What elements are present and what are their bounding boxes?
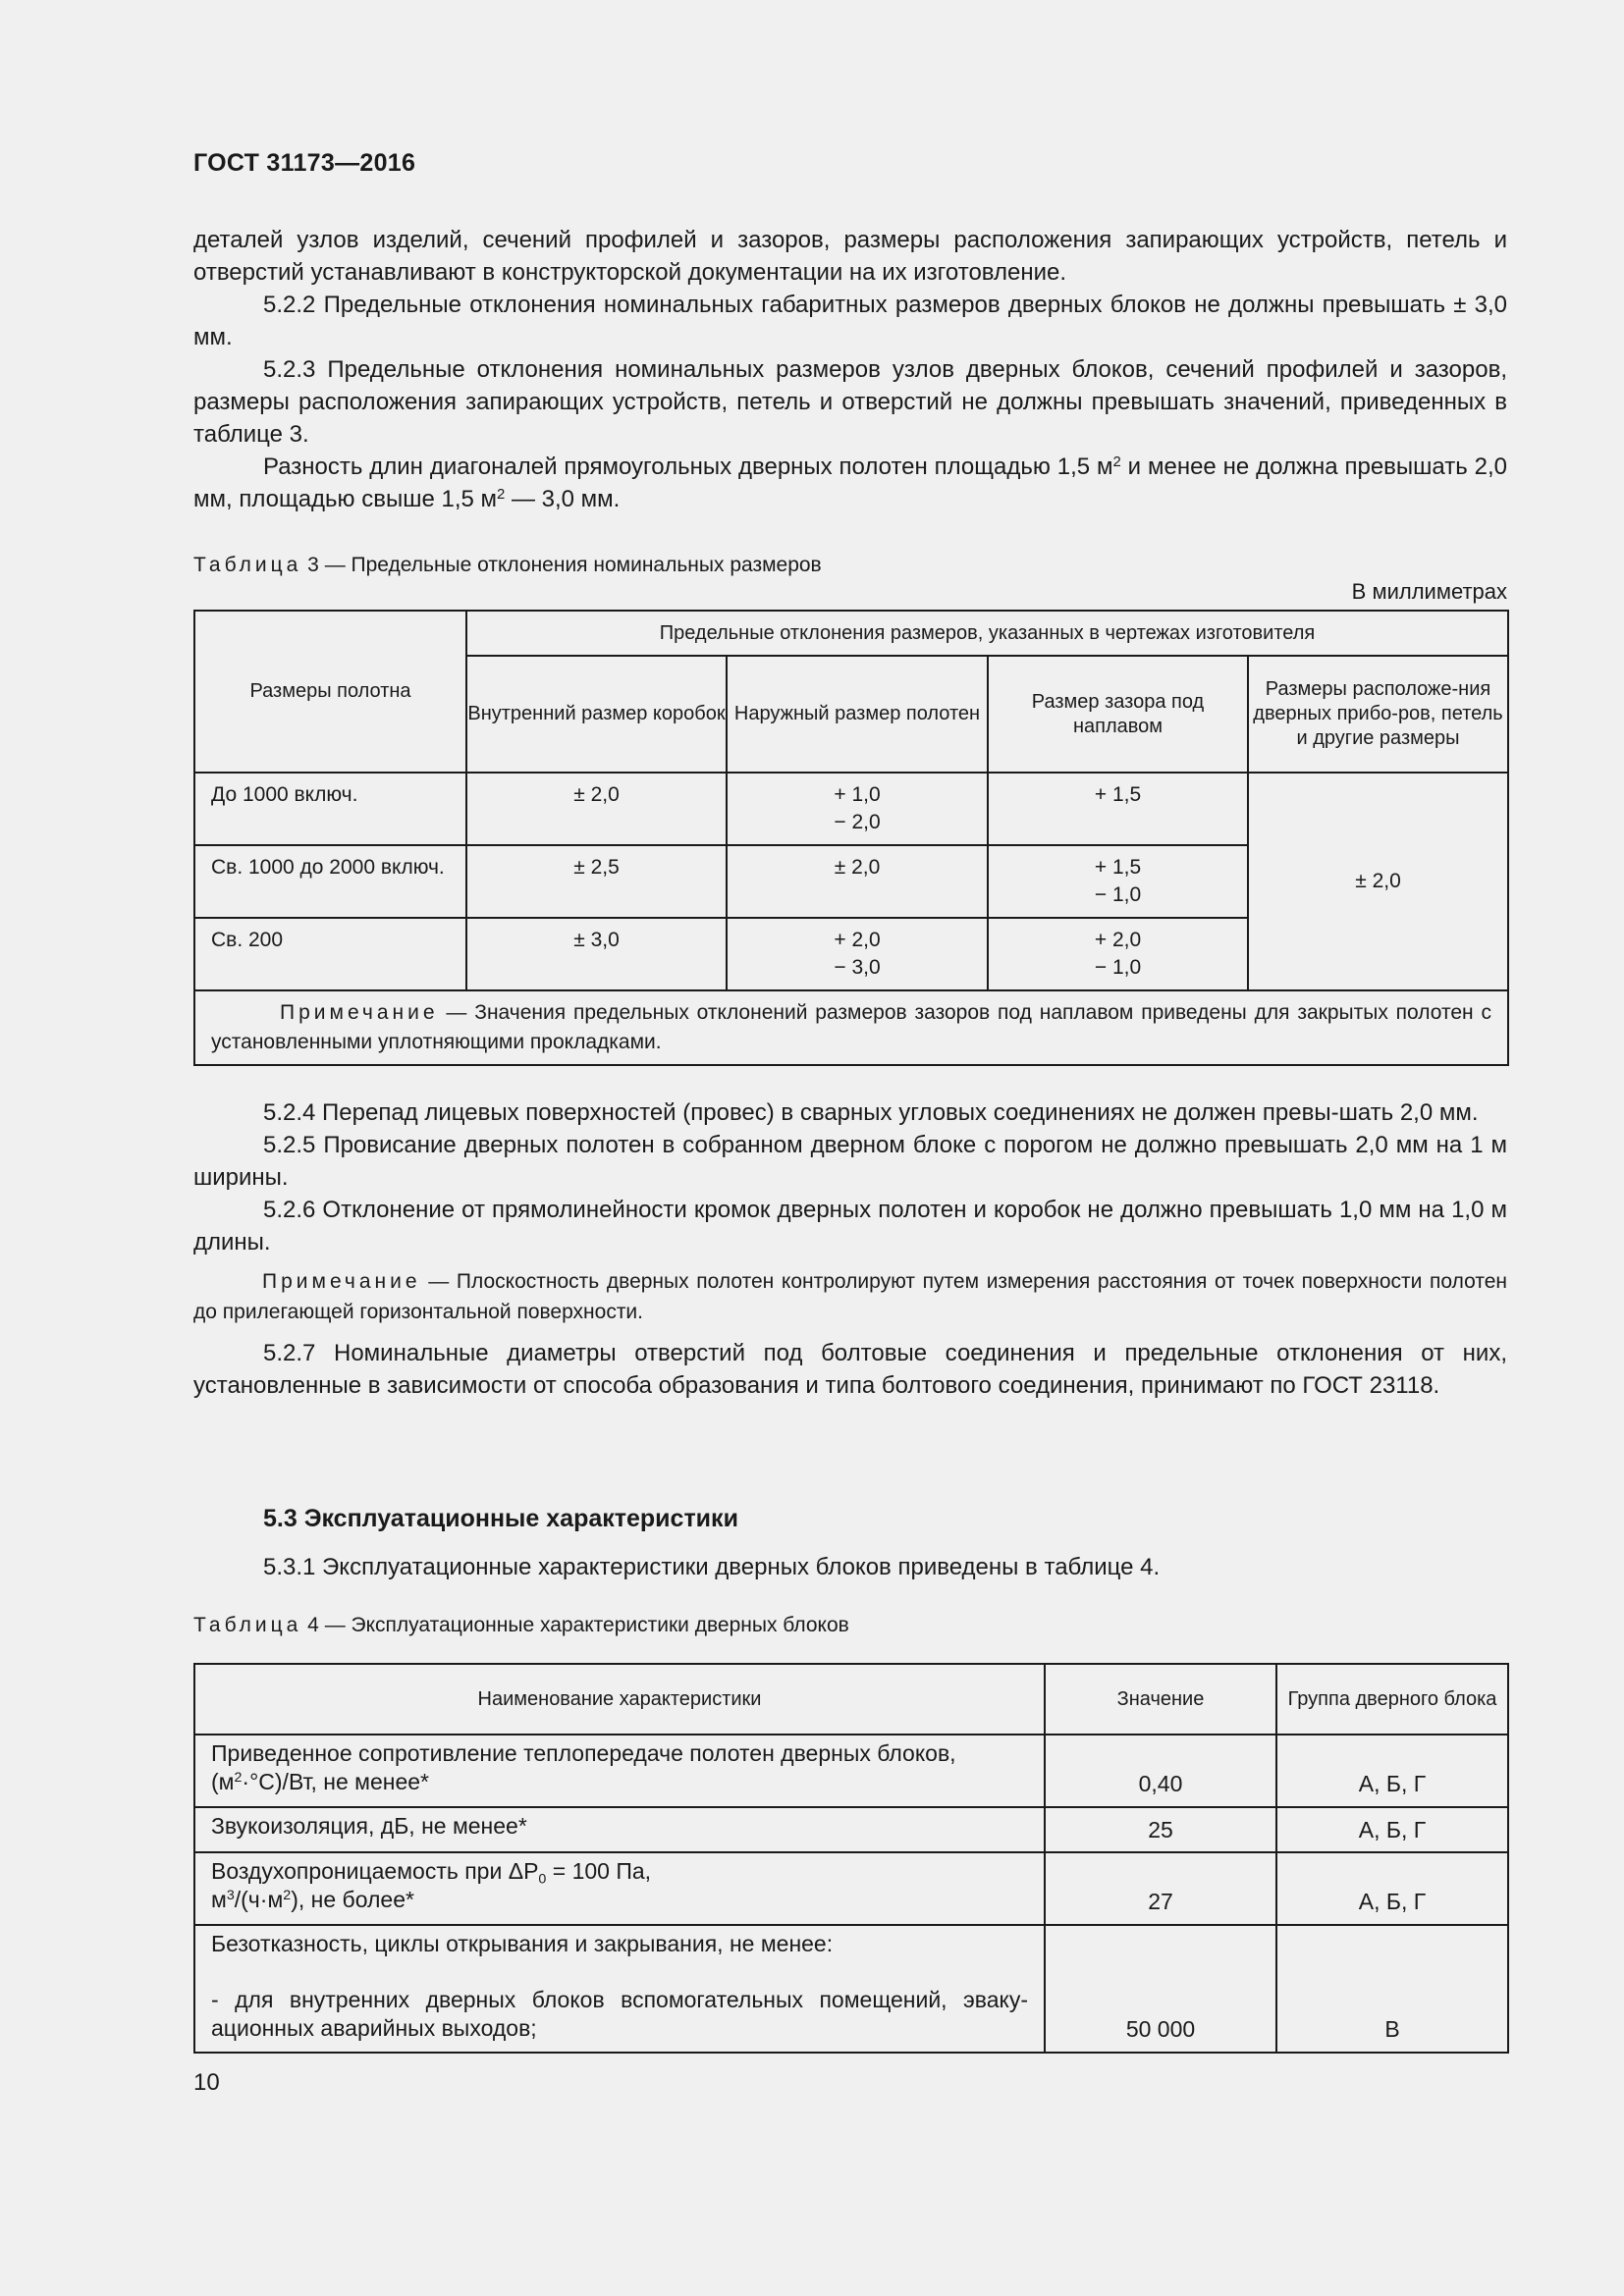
paragraph-5-2-2: 5.2.2 Предельные отклонения номинальных габаритных размеров дверных блоков не должны превышать ± 3,0 мм. — [193, 292, 1507, 350]
table3-col-inner-header: Внутренний размер коробок — [466, 656, 727, 773]
paragraph-5-2-7: 5.2.7 Номинальные диаметры отверстий под болтовые соединения и предельные отклонения от них, установленные в зависимости от способа образования и типа болтового соединения, принимают по ГОСТ 23118. — [193, 1340, 1507, 1399]
table3-col-size-header: Размеры полотна — [194, 611, 466, 773]
table3-col-gap-header: Размер зазора под наплавом — [988, 656, 1248, 773]
table3-location-value: ± 2,0 — [1248, 773, 1508, 990]
paragraph-5-2-4: 5.2.4 Перепад лицевых поверхностей (провес) в сварных угловых соединениях не должен превы-шать 2,0 мм. — [263, 1099, 1479, 1126]
middle-section — [193, 1096, 1507, 1402]
paragraph-5-3-1: 5.3.1 Эксплуатационные характеристики дверных блоков приведены в таблице 4. — [263, 1554, 1161, 1580]
paragraph-5-2-6: 5.2.6 Отклонение от прямолинейности кромок дверных полотен и коробок не должно превышать 1,0 мм на 1,0 м длины. — [193, 1197, 1507, 1255]
table3-col-location-header: Размеры расположе-ния дверных прибо-ров, петель и другие размеры — [1248, 656, 1508, 773]
table-row: Звукоизоляция, дБ, не менее* 25 А, Б, Г — [194, 1807, 1508, 1852]
table3-note: Примечание — Значения предельных отклонений размеров зазоров под наплавом приведены для закрытых полотен с установленными уплотняющими прокладками. — [194, 990, 1508, 1065]
paragraph-5-3-1-wrap — [193, 1551, 1507, 1583]
note-flatness: Примечание — Плоскостность дверных полотен контролируют путем измерения расстояния от точек поверхности полотен до прилегающей горизонтальной поверхности. — [193, 1270, 1507, 1323]
table3-caption: Таблица 3 — Предельные отклонения номинальных размеров — [193, 554, 822, 576]
table-row: Безотказность, циклы открывания и закрывания, не менее: - для внутренних дверных блоков вспомогательных помещений, эваку-ационных аварийных выходов; 50 000 В — [194, 1925, 1508, 2053]
intro-paragraph-1: деталей узлов изделий, сечений профилей и зазоров, размеры расположения запирающих устройств, петель и отверстий устанавливают в конструкторской документации на их изготовление. — [193, 227, 1507, 286]
table4-col-group-header: Группа дверного блока — [1276, 1664, 1508, 1735]
paragraph-5-2-3: 5.2.3 Предельные отклонения номинальных размеров узлов дверных блоков, сечений профилей и зазоров, размеры расположения запирающих устройств, петель и отверстий не должны превышать значений, приведенных в таблице 3. — [193, 356, 1507, 448]
table-4 — [193, 1663, 1509, 2054]
table-row: Св. 1000 до 2000 включ. ± 2,5 ± 2,0 + 1,5 − 1,0 — [194, 845, 1508, 918]
section-title-5-3: 5.3 Эксплуатационные характеристики — [263, 1505, 738, 1532]
paragraph-diagonals: Разность длин диагоналей прямоугольных дверных полотен площадью 1,5 $м^2$ и менее не должна превышать 2,0 мм, площадью свыше 1,5 $м^2$ — 3,0 мм. — [193, 454, 1507, 512]
table3-units: В миллиметрах — [1351, 579, 1507, 604]
page-number: 10 — [193, 2069, 220, 2096]
table-row: Св. 200 ± 3,0 + 2,0 − 3,0 + 2,0 − 1,0 — [194, 918, 1508, 990]
document-header: ГОСТ 31173—2016 — [193, 149, 416, 177]
table3-col-outer-header: Наружный размер полотен — [727, 656, 988, 773]
table4-col-name-header: Наименование характеристики — [194, 1664, 1045, 1735]
table-3 — [193, 610, 1509, 1066]
table-row: До 1000 включ. ± 2,0 + 1,0 − 2,0 + 1,5 ± 2,0 — [194, 773, 1508, 845]
table3-group-header: Предельные отклонения размеров, указанных в чертежах изготовителя — [466, 611, 1508, 656]
table-row: Приведенное сопротивление теплопередаче полотен дверных блоков, $(м^2\cdot^\circ С)/Вт$, не менее* 0,40 А, Б, Г — [194, 1735, 1508, 1807]
paragraph-5-2-5: 5.2.5 Провисание дверных полотен в собранном дверном блоке с порогом не должно превышать 2,0 мм на 1 м ширины. — [193, 1132, 1507, 1191]
intro-section — [193, 224, 1507, 515]
table4-caption: Таблица 4 — Эксплуатационные характеристики дверных блоков — [193, 1614, 849, 1636]
table-row: Воздухопроницаемость при $\Delta P_0 = 100$ Па, $м^3/(ч\cdot м^2)$, не более* 27 А, Б, Г — [194, 1852, 1508, 1925]
table4-col-value-header: Значение — [1045, 1664, 1276, 1735]
